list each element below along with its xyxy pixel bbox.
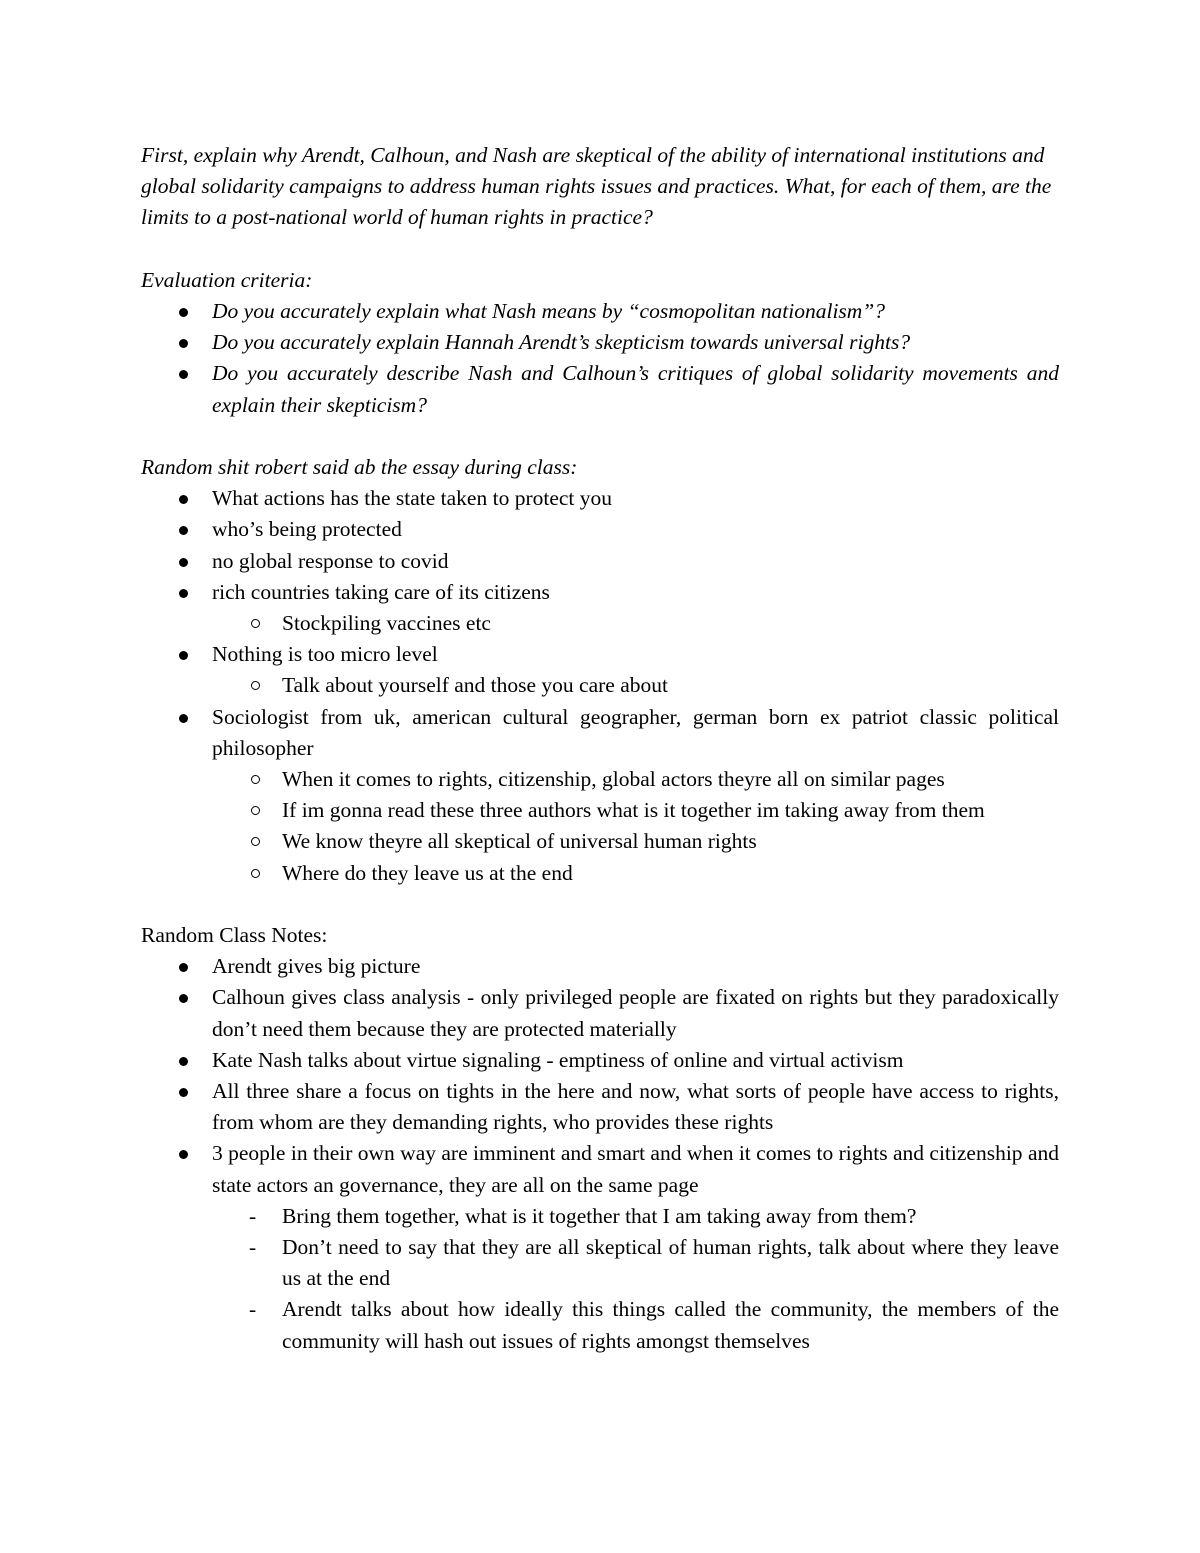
robert-list (141, 483, 1059, 608)
hollow-bullet-icon (251, 681, 260, 690)
sub-list-item: Stockpiling vaccines etc (141, 608, 1059, 639)
list-item: Do you accurately explain Hannah Arendt’s skepticism towards universal rights? (141, 327, 1059, 358)
list-item: 3 people in their own way are imminent and smart and when it comes to rights and citizenship and state actors an governance, they are all on the same page (141, 1138, 1059, 1200)
bullet-icon (179, 339, 188, 348)
list-item: All three share a focus on tights in the here and now, what sorts of people have access to rights, from whom are they demanding rights, who provides these rights (141, 1076, 1059, 1138)
document-body (141, 140, 1059, 1357)
hollow-bullet-icon (251, 869, 260, 878)
sub-list-item: We know theyre all skeptical of universal human rights (141, 826, 1059, 857)
essay-prompt: First, explain why Arendt, Calhoun, and Nash are skeptical of the ability of international institutions and global solidarity campaigns to address human rights issues and practices. What, for each of them, are the limits to a post-national world of human rights in practice? (141, 143, 1052, 230)
hollow-bullet-icon (251, 806, 260, 815)
list-item: Sociologist from uk, american cultural geographer, german born ex patriot classic political philosopher (141, 702, 1059, 764)
sub-list-item: Where do they leave us at the end (141, 858, 1059, 889)
sub-list-item: - Arendt talks about how ideally this things called the community, the members of the community will hash out issues of rights amongst themselves (141, 1294, 1059, 1356)
bullet-icon (179, 558, 188, 567)
list-item: Nothing is too micro level (141, 639, 1059, 670)
bullet-icon (179, 589, 188, 598)
dash-bullet-icon: - (249, 1297, 257, 1322)
list-item: Kate Nash talks about virtue signaling - emptiness of online and virtual activism (141, 1045, 1059, 1076)
hollow-bullet-icon (251, 837, 260, 846)
bullet-icon (179, 994, 188, 1003)
sub-list-item: When it comes to rights, citizenship, global actors theyre all on similar pages (141, 764, 1059, 795)
bullet-icon (179, 370, 188, 379)
bullet-icon (179, 308, 188, 317)
list-item: What actions has the state taken to protect you (141, 483, 1059, 514)
list-item: Do you accurately describe Nash and Calhoun’s critiques of global solidarity movements and explain their skepticism? (141, 358, 1059, 420)
list-item: no global response to covid (141, 546, 1059, 577)
bullet-icon (179, 963, 188, 972)
dash-bullet-icon: - (249, 1235, 257, 1260)
robert-list (141, 639, 1059, 670)
bullet-icon (179, 1088, 188, 1097)
class-notes-heading: Random Class Notes: (141, 923, 328, 948)
robert-sublist (141, 608, 1059, 639)
bullet-icon (179, 714, 188, 723)
sub-list-item: Talk about yourself and those you care about (141, 670, 1059, 701)
bullet-icon (179, 651, 188, 660)
list-item: Arendt gives big picture (141, 951, 1059, 982)
spacer (141, 421, 1059, 452)
robert-heading: Random shit robert said ab the essay during class: (141, 455, 578, 479)
sub-list-item: - Bring them together, what is it together that I am taking away from them? (141, 1201, 1059, 1232)
hollow-bullet-icon (251, 619, 260, 628)
bullet-icon (179, 1150, 188, 1159)
list-item: Calhoun gives class analysis - only privileged people are fixated on rights but they paradoxically don’t need them because they are protected materially (141, 982, 1059, 1044)
list-item: who’s being protected (141, 514, 1059, 545)
spacer (141, 889, 1059, 920)
class-notes-list (141, 951, 1059, 1201)
bullet-icon (179, 1057, 188, 1066)
robert-list (141, 702, 1059, 764)
spacer (141, 234, 1059, 265)
robert-sublist (141, 764, 1059, 889)
list-item: rich countries taking care of its citizens (141, 577, 1059, 608)
dash-bullet-icon: - (249, 1203, 257, 1228)
robert-sublist (141, 670, 1059, 701)
bullet-icon (179, 526, 188, 535)
evaluation-heading: Evaluation criteria: (141, 267, 313, 292)
sub-list-item: If im gonna read these three authors what is it together im taking away from them (141, 795, 1059, 826)
bullet-icon (179, 495, 188, 504)
sub-list-item: - Don’t need to say that they are all skeptical of human rights, talk about where they leave us at the end (141, 1232, 1059, 1294)
hollow-bullet-icon (251, 775, 260, 784)
class-notes-sublist (141, 1201, 1059, 1357)
evaluation-list (141, 296, 1059, 421)
list-item: Do you accurately explain what Nash means by “cosmopolitan nationalism”? (141, 296, 1059, 327)
